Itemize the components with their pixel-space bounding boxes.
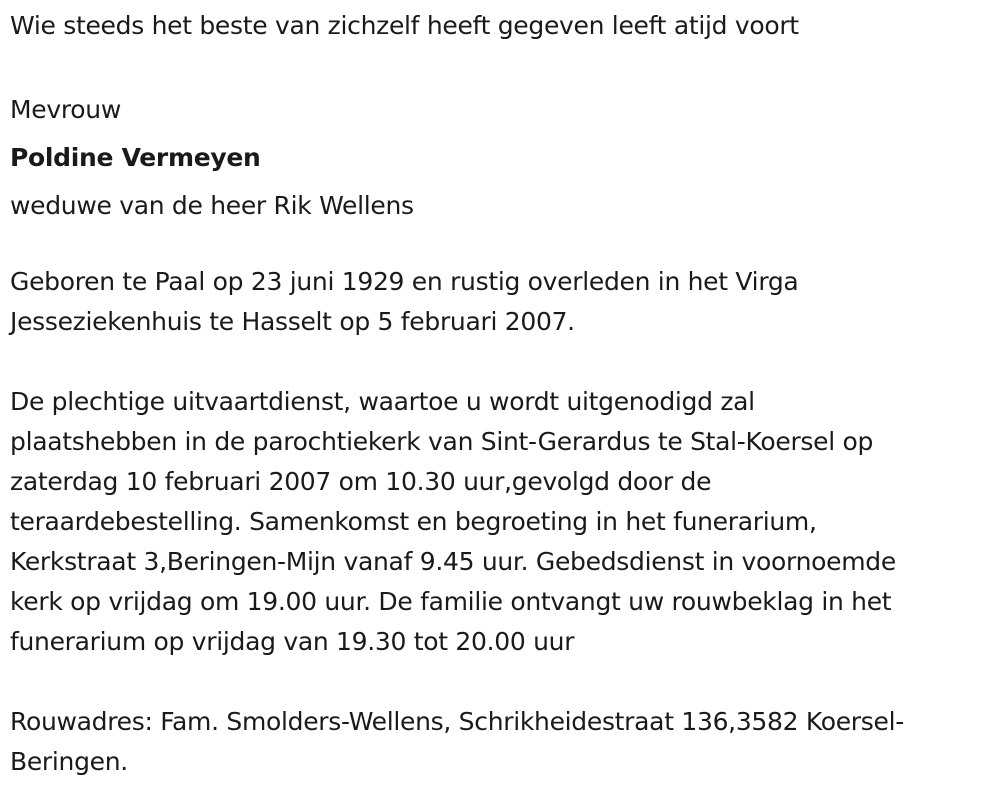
deceased-title-block xyxy=(10,86,414,230)
paragraph-line: zaterdag 10 februari 2007 om 10.30 uur,gevolgd door de xyxy=(10,467,712,496)
paragraph-line: teraardebestelling. Samenkomst en begroeting in het funerarium, xyxy=(10,507,817,536)
relation-text: weduwe van de heer Rik Wellens xyxy=(10,191,414,220)
paragraph-line: Beringen. xyxy=(10,747,128,776)
paragraph-line: plaatshebben in de parochtiekerk van Sint-Gerardus te Stal-Koersel op xyxy=(10,427,874,456)
motto-block xyxy=(10,6,799,46)
motto-text: Wie steeds het beste van zichzelf heeft gegeven leeft atijd voort xyxy=(10,11,799,40)
paragraph-line: Geboren te Paal op 23 juni 1929 en rustig overleden in het Virga xyxy=(10,267,799,296)
paragraph-line: kerk op vrijdag om 19.00 uur. De familie ontvangt uw rouwbeklag in het xyxy=(10,587,892,616)
deceased-name: Poldine Vermeyen xyxy=(10,143,261,172)
paragraph-line: funerarium op vrijdag van 19.30 tot 20.00 uur xyxy=(10,627,575,656)
paragraph-line: Rouwadres: Fam. Smolders-Wellens, Schrikheidestraat 136,3582 Koersel- xyxy=(10,707,904,736)
birth-death-paragraph xyxy=(10,262,798,342)
address-paragraph xyxy=(10,702,904,782)
paragraph-line: Jesseziekenhuis te Hasselt op 5 februari 2007. xyxy=(10,307,575,336)
honorific: Mevrouw xyxy=(10,95,121,124)
paragraph-line: De plechtige uitvaartdienst, waartoe u wordt uitgenodigd zal xyxy=(10,387,755,416)
ceremony-paragraph xyxy=(10,382,896,662)
paragraph-line: Kerkstraat 3,Beringen-Mijn vanaf 9.45 uur. Gebedsdienst in voornoemde xyxy=(10,547,896,576)
